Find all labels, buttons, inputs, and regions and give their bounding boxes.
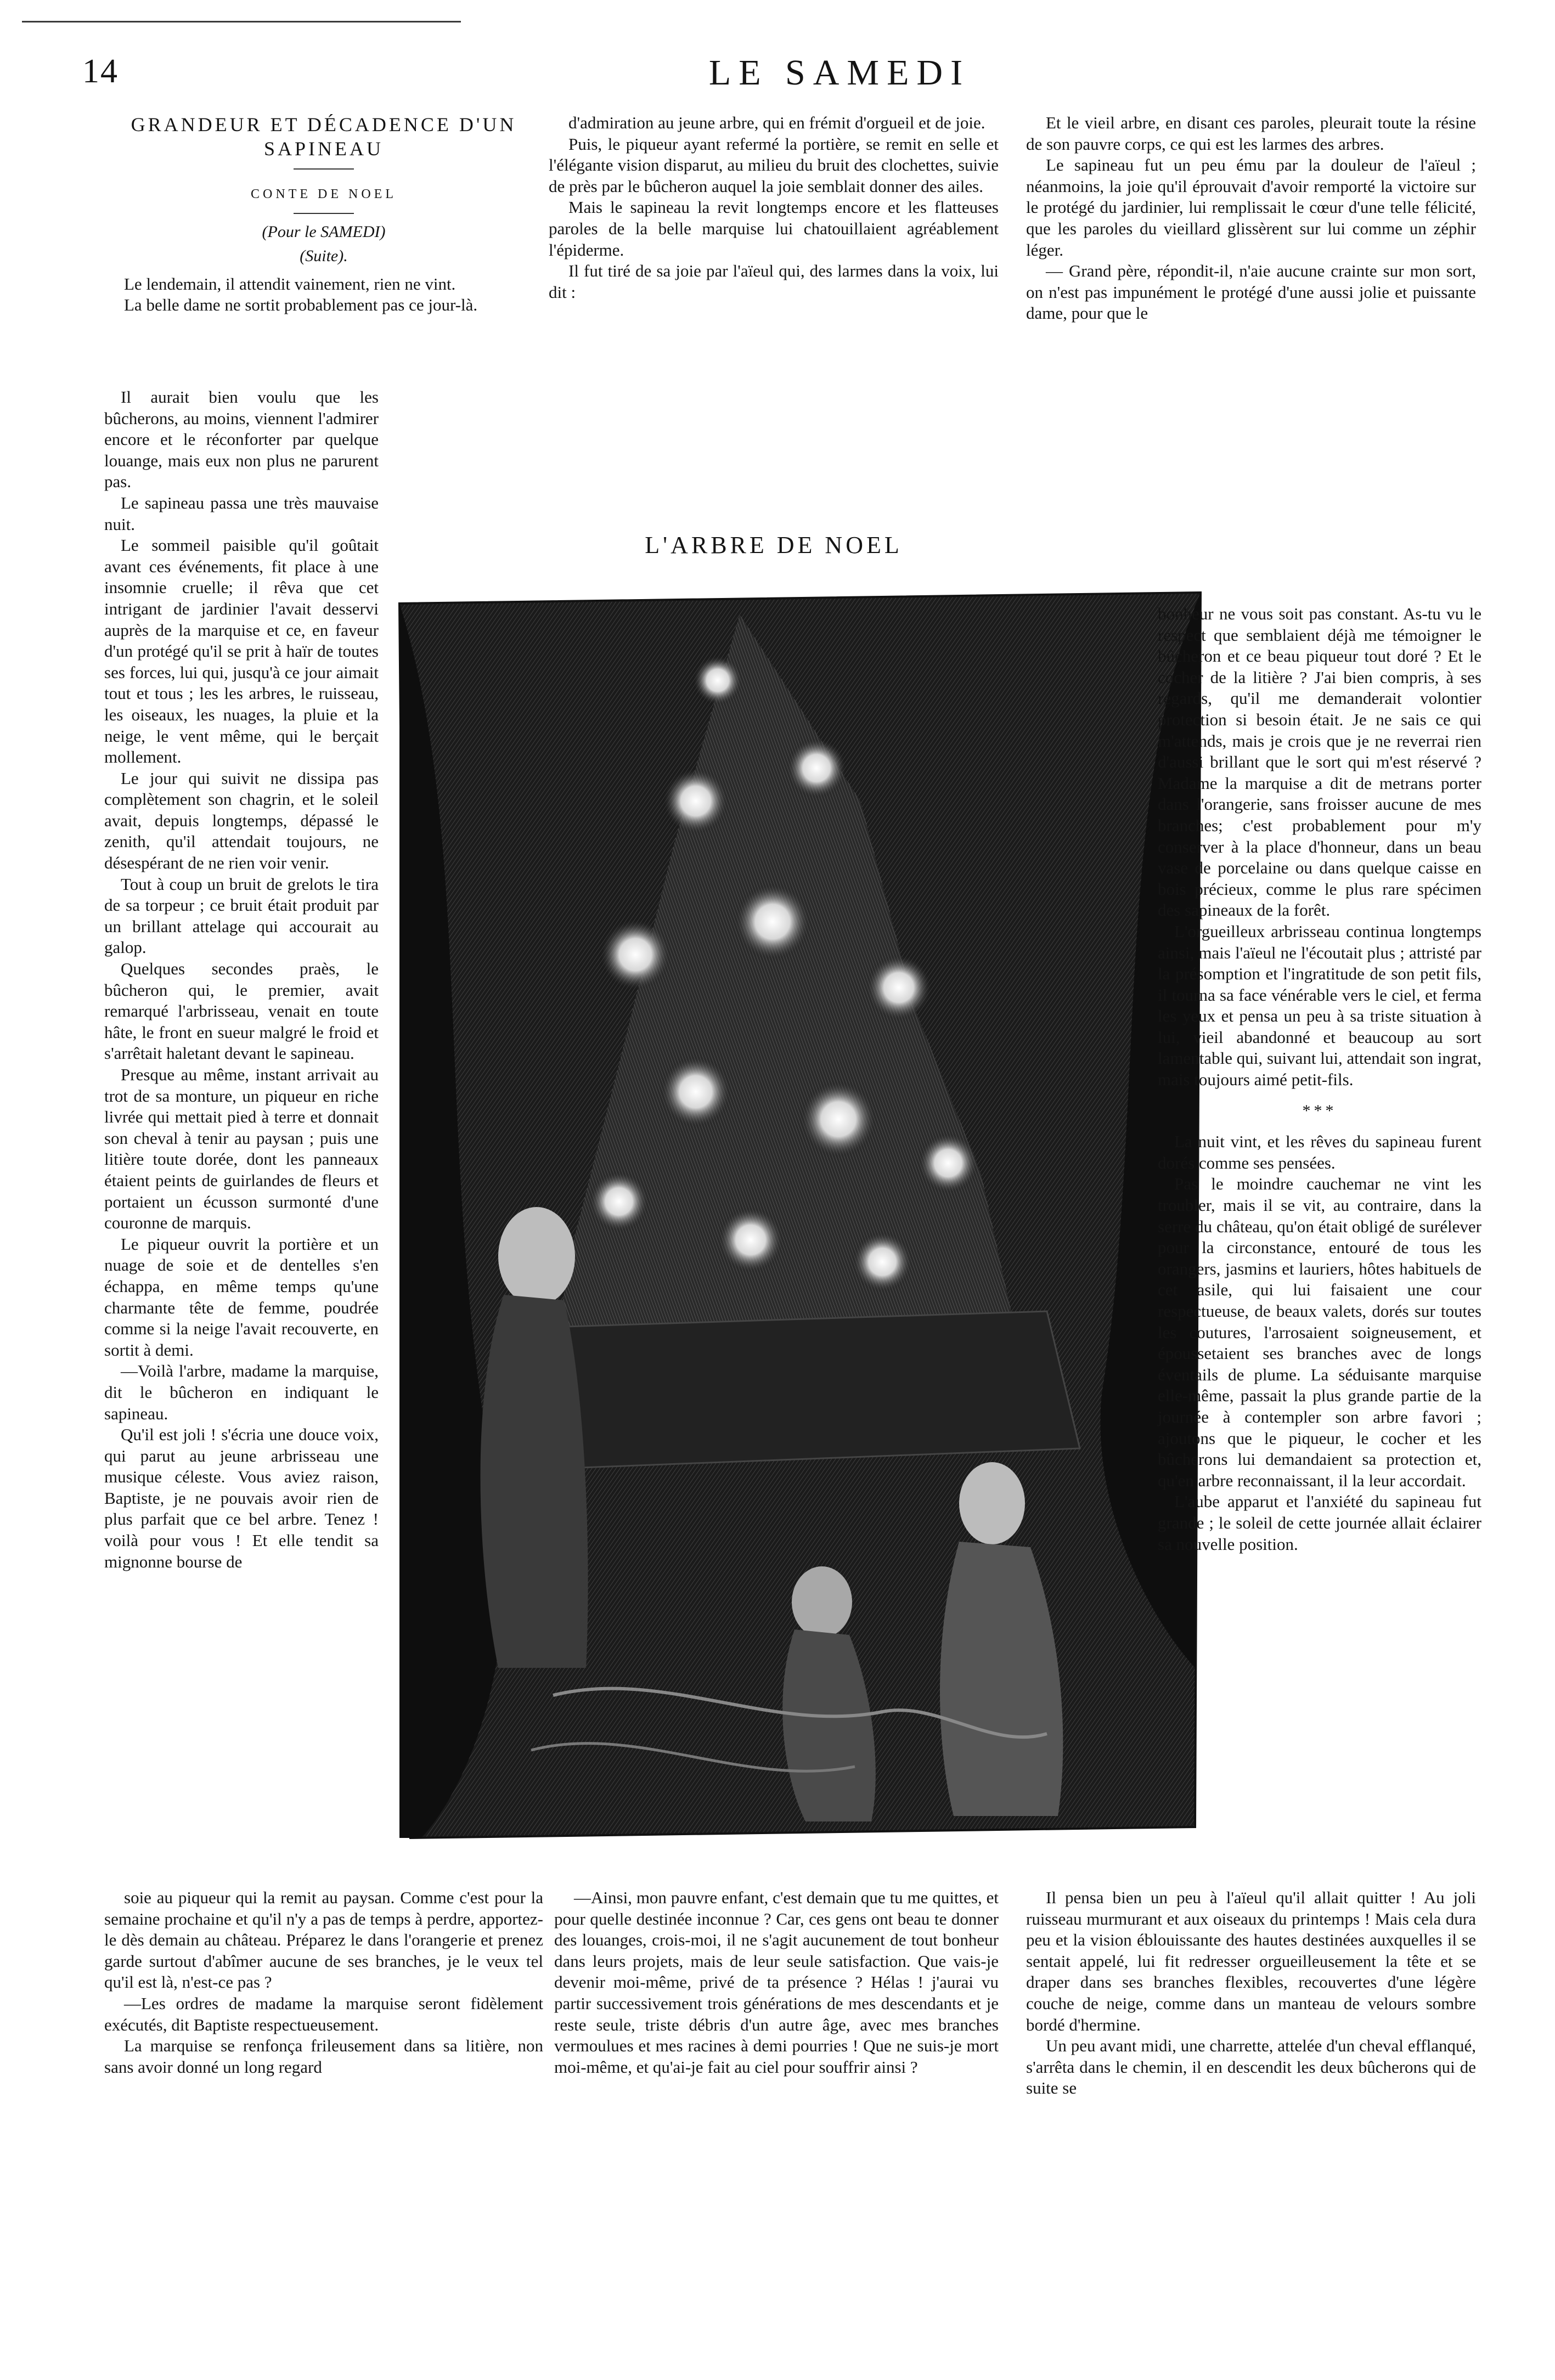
paragraph: Le piqueur ouvrit la portière et un nuage de soie et de dentelles s'en échappa, en même temps qu'une charmante tête de femme, poudrée comme si la neige l'avait recouverte, en sortit à demi. [104,1234,379,1360]
paragraph: La belle dame ne sortit probablement pas ce jour-là. [124,295,478,315]
paragraph: Presque au même, instant arrivait au trot de sa monture, un piqueur en riche livrée qui mettait pied à terre et donnait son cheval à tenir au paysan ; puis une litière toute dorée, dont les panneaux étaient peints de guirlandes de fleurs et portaient un écusson surmonté d'une couronne de marquis. [104,1065,379,1233]
continued-note: (Suite). [300,247,348,266]
paragraph: —Les ordres de madame la marquise seront fidèlement exécutés, dit Baptiste respectueusement. [104,1993,543,2034]
paragraph: La marquise se renfonça frileusement dans sa litière, non sans avoir donné un long regard [104,2036,543,2077]
paragraph: Puis, le piqueur ayant refermé la portière, se remit en selle et l'élégante vision disparut, au milieu du bruit des clochettes, suivie de près par le bûcheron auquel la joie semblait donner des ailes. [549,134,999,196]
paragraph: Qu'il est joli ! s'écria une douce voix, qui parut au jeune arbrisseau une musique céleste. Vous aviez raison, Baptiste, je ne pouvais avoir rien de plus parfait que ce bel arbre. Tenez ! voilà pour vous ! Et elle tendit sa mignonne bourse de [104,1425,379,1571]
paragraph: Mais le sapineau la revit longtemps encore et les flatteuses paroles de la belle marquise lui chatouillaient agréablement l'épiderme. [549,198,999,260]
byline: (Pour le SAMEDI) [262,222,386,241]
paragraph: d'admiration au jeune arbre, qui en frémit d'orgueil et de joie. [568,113,985,132]
paragraph: Quelques secondes praès, le bûcheron qui, le premier, avait remarqué l'arbrisseau, venait en toute hâte, le front en sueur malgré le froid et s'arrêtait haletant devant le sapineau. [104,959,379,1063]
christmas-tree-engraving [388,571,1208,1849]
column-1-end [104,1887,543,2078]
paragraph: Le jour qui suivit ne dissipa pas complètement son chagrin, et le soleil avait, depuis longtemps, dépassé le zenith, qu'il attendait toujours, ne désespérant de ne rien voir venir. [104,768,379,873]
paragraph: Le sapineau passa une très mauvaise nuit. [104,493,379,534]
genre-rule [294,213,354,214]
title-rule [294,168,354,170]
paragraph: L'aube apparut et l'anxiété du sapineau fut grande ; le soleil de cette journée allait éclairer sa nouvelle position. [1158,1492,1481,1554]
illustration-title: L'ARBRE DE NOEL [645,532,903,559]
section-stars: *** [1302,1101,1337,1120]
paragraph: Le sommeil paisible qu'il goûtait avant ces événements, fit place à une insomnie cruelle; il rêva que cet intrigant de jardinier l'avait desservi auprès de la marquise et ce, en faveur d'un protégé qu'il se prit à haïr de toutes ses forces, lui qui, jusqu'à ce jour aimait tout et tous ; les les arbres, le ruisseau, les oiseaux, les nuages, la pluie et la neige, le vent même, qui le berçait mollement. [104,535,379,767]
top-rule [22,21,461,22]
paragraph: —Voilà l'arbre, madame la marquise, dit le bûcheron en indiquant le sapineau. [104,1361,379,1423]
paragraph: Tout à coup un bruit de grelots le tira de sa torpeur ; ce bruit était produit par un brillant attelage qui accourait au galop. [104,874,379,957]
paragraph: Il pensa bien un peu à l'aïeul qu'il allait quitter ! Au joli ruisseau murmurant et aux oiseaux du printemps ! Mais cela dura peu et la vision éblouissante des hautes destinées auxquelles il se sentait appelé, lui fit redresser orgueilleusement la tête et se draper dans ses branches flexibles, recouvertes d'une légère couche de neige, comme dans un manteau de velours sombre bordé d'hermine. [1026,1888,1476,2034]
paragraph: bonheur ne vous soit pas constant. As-tu vu le respect que semblaient déjà me témoigner le bûcheron et ce beau piqueur tout doré ? Et le cocher de la litière ? J'ai bien compris, à ses regards, qu'il me demanderait volontier protection si besoin était. Je ne sais ce qui m'attends, mais je crois que je ne reverrai rien d'aussi brillant que le sort qui m'est réservé ? Madame la marquise a dit de metrans porter dans l'orangerie, sans froisser aucune de mes branches; c'est probablement pour m'y conserver à la place d'honneur, dans un beau vase de porcelaine ou dans quelque caisse en bois précieux, comme le plus rare spécimen des sapineaux de la forêt. [1158,604,1481,920]
column-1-top [104,112,543,316]
column-2-end [554,1887,999,2078]
paragraph: Un peu avant midi, une charrette, attelée d'un cheval efflanqué, s'arrêta dans le chemin, il en descendit les deux bûcherons qui de suite se [1026,2036,1476,2098]
paragraph: —Ainsi, mon pauvre enfant, c'est demain que tu me quittes, et pour quelle destinée inconnue ? Car, ces gens ont beau te donner des louanges, crois-moi, il ne s'agit aucunement de tout bonheur dans leurs projets, mais de leur seule satisfaction. Que vais-je devenir moi-même, privé de ta présence ? Hélas ! j'aurai vu partir successivement trois générations de mes descendants et je reste seule, triste débris d'un autre âge, avec mes branches vermoulues et mes racines à demi pourries ! Que ne suis-je mort moi-même, et qu'ai-je fait au ciel pour souffrir ainsi ? [554,1888,999,2077]
masthead: LE SAMEDI [708,53,971,93]
column-3-top [1026,112,1476,324]
paragraph: Il fut tiré de sa joie par l'aïeul qui, des larmes dans la voix, lui dit : [549,261,999,302]
paragraph: Pas le moindre cauchemar ne vint les troubler, mais il se vit, au contraire, dans la serre du château, qu'on était obligé de surélever pour la circonstance, entouré de tous les orangers, jasmins et lauriers, hôtes habituels de cet asile, qui lui faisaient une cour respectueuse, de beaux valets, dorés sur toutes les coutures, l'arrosaient soigneusement, et époussetaient ses branches avec de longs éventails de plume. La séduisante marquise elle-même, passait la plus grande partie de la journée à contempler son arbre favori ; ajoutons que le piqueur, le cocher et les bûcherons lui demandaient sa protection et, qu'en arbre reconnaissant, il la leur accordait. [1158,1174,1481,1490]
article-title: GRANDEUR ET DÉCADENCE D'UN SAPINEAU [131,114,517,160]
paragraph: Le lendemain, il attendit vainement, rien ne vint. [124,274,456,294]
paragraph: Le sapineau fut un peu ému par la douleur de l'aïeul ; néanmoins, la joie qu'il éprouvait d'avoir remporté la victoire sur le protégé du jardinier, lui remplissait le cœur d'une telle félicité, que les paroles du vieillard glissèrent sur lui comme un zéphir léger. [1026,155,1476,260]
paragraph: La nuit vint, et les rêves du sapineau furent dorés comme ses pensées. [1158,1132,1481,1172]
paragraph: Il aurait bien voulu que les bûcherons, au moins, viennent l'admirer encore et le réconforter par quelque louange, mais eux non plus ne parurent pas. [104,387,379,492]
column-2-top [549,112,999,303]
article-genre: CONTE DE NOEL [251,187,397,201]
paragraph: — Grand père, répondit-il, n'aie aucune crainte sur mon sort, on n'est pas impunément le protégé d'une aussi jolie et puissante dame, pour que le [1026,261,1476,323]
paragraph: L'orgueilleux arbrisseau continua longtemps ainsi, mais l'aïeul ne l'écoutait plus ; attristé par la présomption et l'ingratitude de son petit fils, il tourna sa face vénérable vers le ciel, et ferma les yeux et pensa un peu à sa triste situation à lui, vieil abandonné et beaucoup au sort lamentable qui, suivant lui, attendait son ingrat, mais toujours aimé petit-fils. [1158,921,1481,1090]
column-1-wrap [104,387,379,1572]
column-3-end [1026,1887,1476,2099]
paragraph: soie au piqueur qui la remit au paysan. Comme c'est pour la semaine prochaine et qu'il n'y a pas de temps à perdre, apportez-le dès demain au château. Préparez le dans l'orangerie et prenez garde surtout d'abîmer aucune de ses branches, je le veux tel qu'il est là, n'est-ce pas ? [104,1888,543,1992]
page-number: 14 [82,53,119,90]
paragraph: Et le vieil arbre, en disant ces paroles, pleurait toute la résine de son pauvre corps, ce qui est les larmes des arbres. [1026,113,1476,154]
column-3-wrap [1158,604,1481,1555]
